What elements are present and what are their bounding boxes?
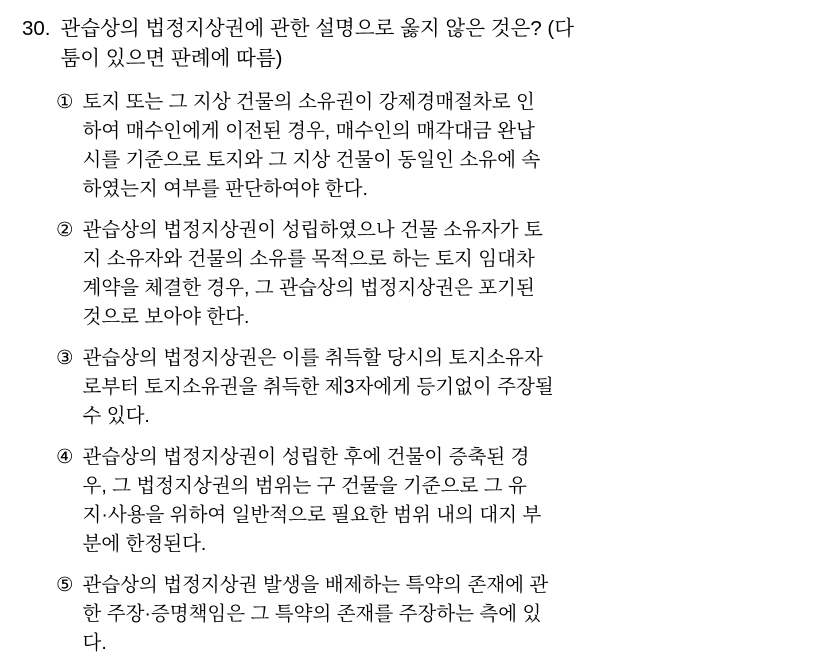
choice-line: 관습상의 법정지상권이 성립한 후에 건물이 증축된 경 bbox=[82, 446, 530, 468]
question-text-main: 관습상의 법정지상권에 관한 설명으로 옳지 않은 것은? (다 bbox=[60, 17, 575, 40]
list-item[interactable] bbox=[56, 571, 804, 658]
choice-line: 지 소유자와 건물의 소유를 목적으로 하는 토지 임대차 bbox=[82, 248, 535, 270]
choice-text-3 bbox=[82, 344, 804, 431]
question-number: 30. bbox=[22, 17, 51, 40]
list-item[interactable] bbox=[56, 88, 804, 204]
choice-marker-4: ④ bbox=[56, 446, 74, 468]
choice-list bbox=[22, 88, 804, 658]
choice-line: 관습상의 법정지상권이 성립하였으나 건물 소유자가 토 bbox=[82, 219, 543, 241]
question-block bbox=[22, 14, 804, 74]
choice-text-5 bbox=[82, 571, 804, 658]
choice-line-last: 다. bbox=[82, 632, 107, 654]
choice-line: 하여 매수인에게 이전된 경우, 매수인의 매각대금 완납 bbox=[82, 120, 535, 142]
choice-text-4 bbox=[82, 443, 804, 559]
choice-text-2 bbox=[82, 216, 804, 332]
question-text bbox=[61, 14, 805, 74]
list-item[interactable] bbox=[56, 344, 804, 431]
list-item[interactable] bbox=[56, 216, 804, 332]
choice-line-last: 수 있다. bbox=[82, 405, 150, 427]
choice-line: 계약을 체결한 경우, 그 관습상의 법정지상권은 포기된 bbox=[82, 277, 535, 299]
choice-line: 지·사용을 위하여 일반적으로 필요한 범위 내의 대지 부 bbox=[82, 504, 542, 526]
question-text-last: 툼이 있으면 판례에 따름) bbox=[60, 47, 283, 70]
choice-line: 한 주장·증명책임은 그 특약의 존재를 주장하는 측에 있 bbox=[82, 603, 542, 625]
choice-line-last: 분에 한정된다. bbox=[82, 533, 207, 555]
choice-marker-1: ① bbox=[56, 91, 74, 113]
choice-marker-5: ⑤ bbox=[56, 574, 74, 596]
choice-marker-2: ② bbox=[56, 219, 74, 241]
choice-line: 관습상의 법정지상권은 이를 취득할 당시의 토지소유자 bbox=[82, 347, 543, 369]
choice-line-last: 하였는지 여부를 판단하여야 한다. bbox=[82, 178, 368, 200]
choice-line: 토지 또는 그 지상 건물의 소유권이 강제경매절차로 인 bbox=[82, 91, 535, 113]
choice-marker-3: ③ bbox=[56, 347, 74, 369]
choice-line: 관습상의 법정지상권 발생을 배제하는 특약의 존재에 관 bbox=[82, 574, 549, 596]
choice-line-last: 것으로 보아야 한다. bbox=[82, 306, 250, 328]
list-item[interactable] bbox=[56, 443, 804, 559]
choice-line: 우, 그 법정지상권의 범위는 구 건물을 기준으로 그 유 bbox=[82, 475, 527, 497]
choice-line: 로부터 토지소유권을 취득한 제3자에게 등기없이 주장될 bbox=[82, 376, 554, 398]
choice-text-1 bbox=[82, 88, 804, 204]
choice-line: 시를 기준으로 토지와 그 지상 건물이 동일인 소유에 속 bbox=[82, 149, 541, 171]
